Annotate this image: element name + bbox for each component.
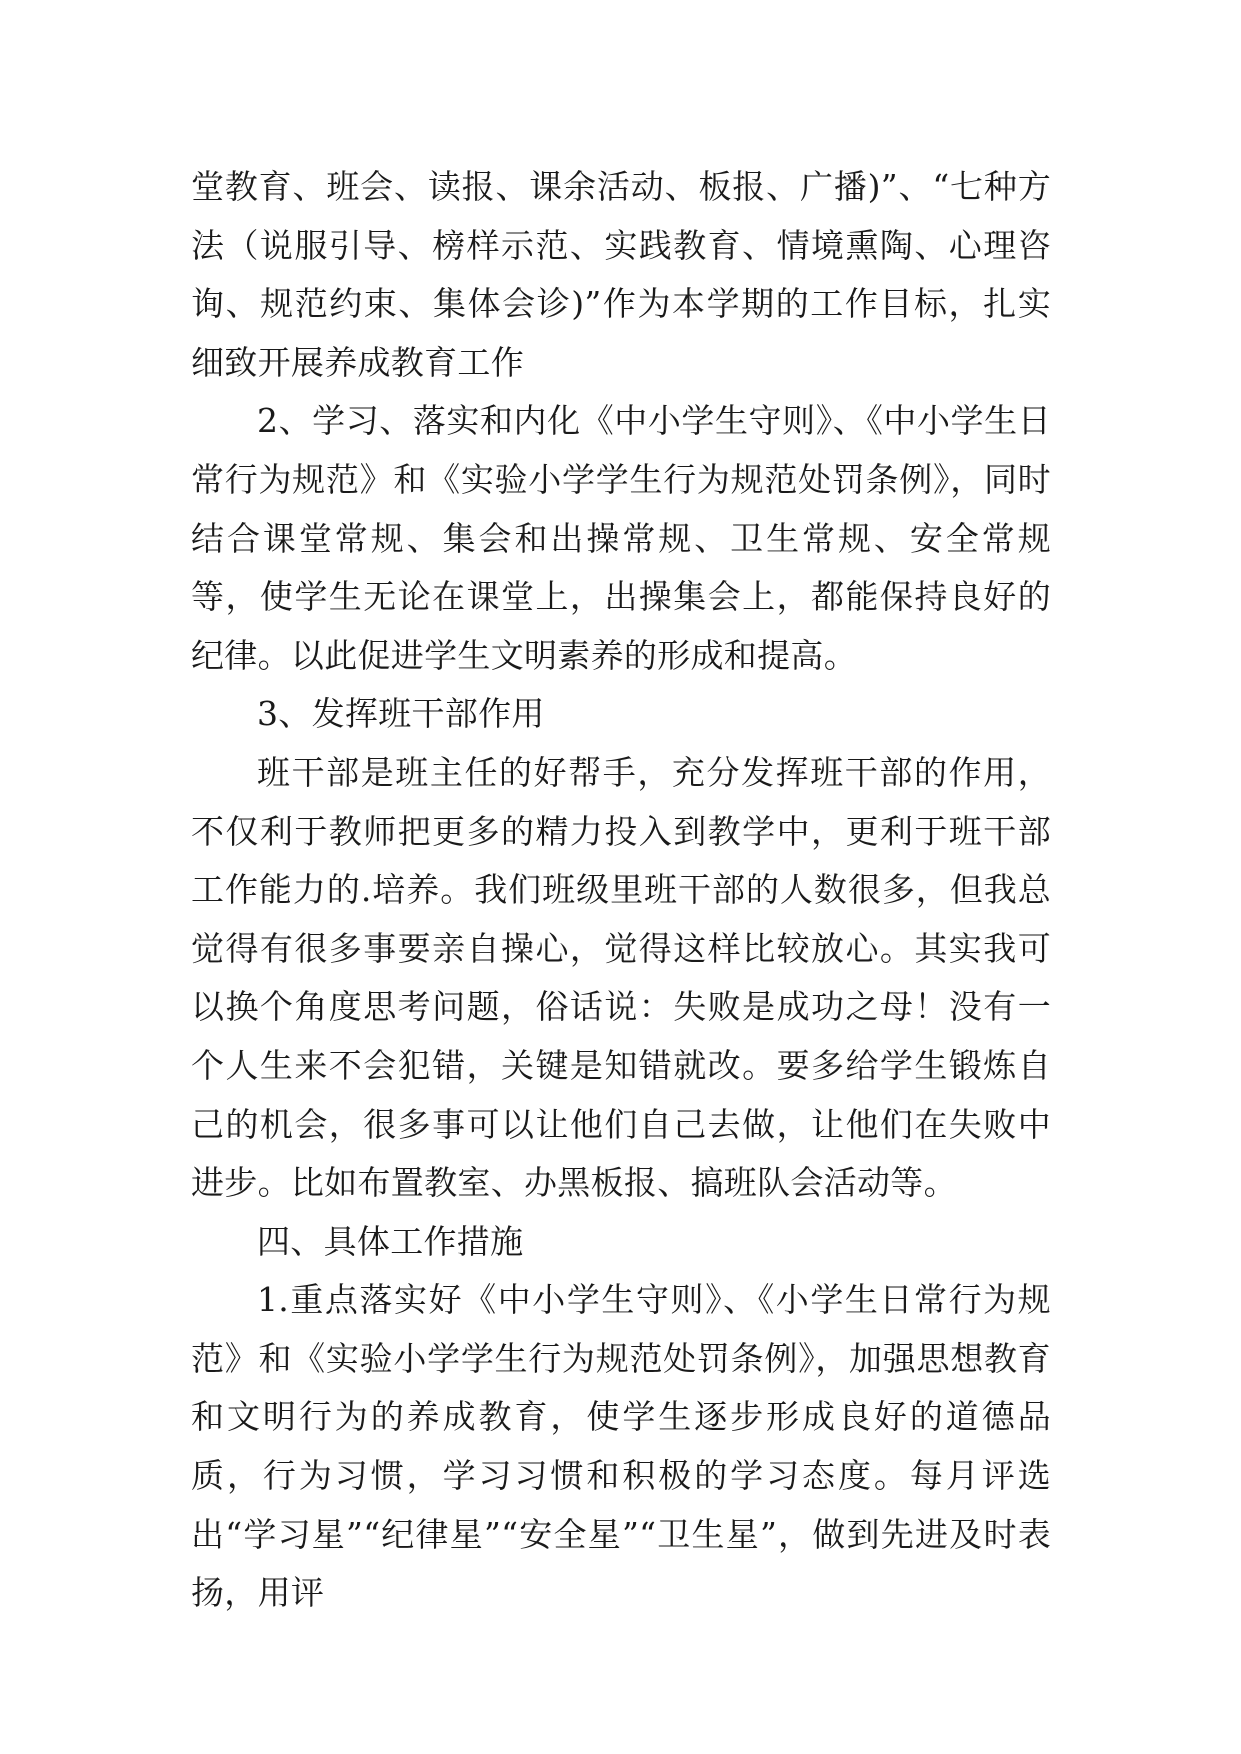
heading-section-4: 四、具体工作措施 — [257, 1221, 524, 1261]
paragraph-item-2: 2、学习、落实和内化《中小学生守则》、《中小学生日常行为规范》和《实验小学学生行为规范处罚条例》，同时结合课堂常规、集会和出操常规、卫生常规、安全常规等，使学生无论在课堂上，出操集会上，都能保持良好的纪律。以此促进学生文明素养的形成和提高。 — [191, 401, 1051, 675]
document-body — [191, 158, 1051, 1623]
paragraph-continued-methods: 堂教育、班会、读报、课余活动、板报、广播)”、“七种方法（说服引导、榜样示范、实践教育、情境熏陶、心理咨询、规范约束、集体会诊)”作为本学期的工作目标，扎实细致开展养成教育工作 — [191, 167, 1051, 382]
heading-item-3: 3、发挥班干部作用 — [257, 694, 545, 734]
paragraph-measure-1: 1.重点落实好《中小学生守则》、《小学生日常行为规范》和《实验小学学生行为规范处罚条例》，加强思想教育和文明行为的养成教育，使学生逐步形成良好的道德品质，行为习惯，学习习惯和积极的学习态度。每月评选出“学习星”“纪律星”“安全星”“卫生星”，做到先进及时表扬，用评 — [191, 1280, 1051, 1613]
paragraph-item-3-body: 班干部是班主任的好帮手，充分发挥班干部的作用，不仅利于教师把更多的精力投入到教学中，更利于班干部工作能力的.培养。我们班级里班干部的人数很多，但我总觉得有很多事要亲自操心，觉得这样比较放心。其实我可以换个角度思考问题，俗话说：失败是成功之母！没有一个人生来不会犯错，关键是知错就改。要多给学生锻炼自己的机会，很多事可以让他们自己去做，让他们在失败中进步。比如布置教室、办黑板报、搞班队会活动等。 — [191, 752, 1051, 1203]
